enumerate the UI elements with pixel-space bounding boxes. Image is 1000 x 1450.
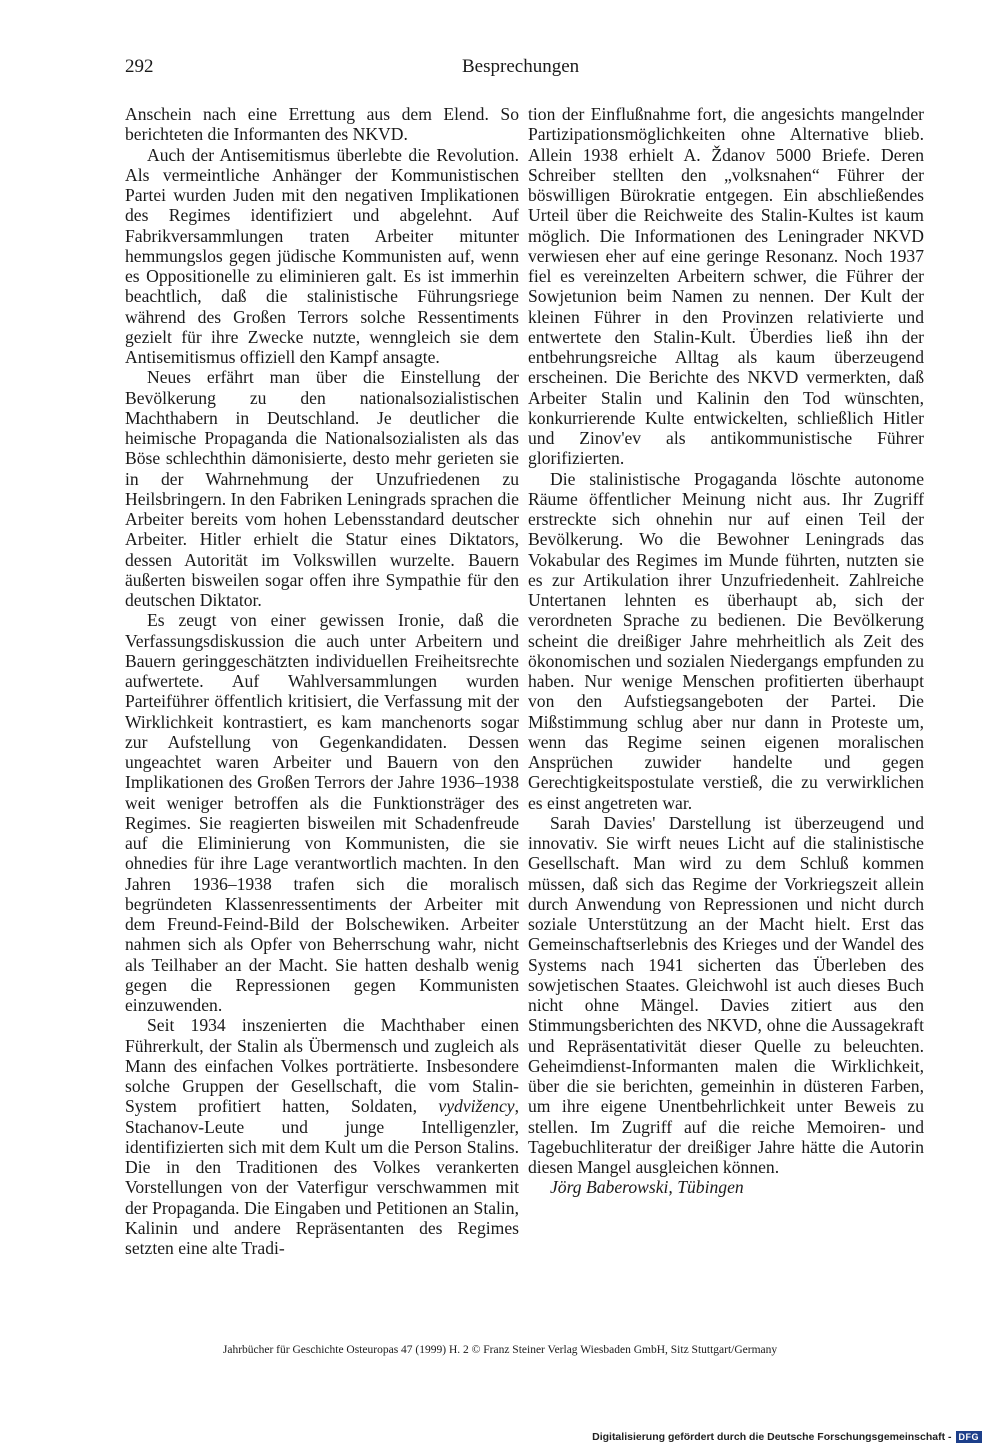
paragraph: Anschein nach eine Errettung aus dem Elend. So berichteten die Informanten des NKVD. — [125, 104, 519, 145]
paragraph: tion der Einflußnahme fort, die angesichts mangelnder Partizipationsmöglichkeiten ohne Alternative blieb. Allein 1938 erhielt A. Ždanov 5000 Briefe. Deren Schreiber stellten den „volksnahen“ Führer der böswilligen Bürokratie entgegen. Ein abschließendes Urteil über die Reichweite des Stalin-Kultes ist kaum möglich. Die Informationen des Leningrader NKVD verwiesen eher auf eine geringe Resonanz. Noch 1937 fiel es vereinzelten Arbeitern schwer, die Führer der Sowjetunion beim Namen zu nennen. Der Kult der kleinen Führer in den Provinzen relativierte und entwertete den Stalin-Kult. Überdies ließ ihn der entbehrungsreiche Alltag als kaum überzeugend erscheinen. Die Berichte des NKVD vermerkten, daß Arbeiter Stalin und Kalinin den Tod wünschten, konkurrierende Kulte entwickelten, schließlich Hitler und Zinov'ev als antikommunistische Führer glorifizierten. — [528, 104, 924, 469]
italic-term: vydvižency — [438, 1096, 515, 1117]
digitization-text: Digitalisierung gefördert durch die Deutsche Forschungsgemeinschaft - — [592, 1431, 952, 1443]
footer-citation: Jahrbücher für Geschichte Osteuropas 47 (1999) H. 2 © Franz Steiner Verlag Wiesbaden GmbH, Sitz Stuttgart/Germany — [222, 1344, 778, 1356]
paragraph: Neues erfährt man über die Einstellung der Bevölkerung zu den nationalsozialistischen Machthabern in Deutschland. Je deutlicher die heimische Propaganda die Nationalsozialisten als das Böse schlechthin dämonisierte, desto mehr gerieten sie in der Wahrnehmung der Unzufriedenen zu Heilsbringern. In den Fabriken Leningrads sprachen die Arbeiter bereits vom hohen Lebensstandard deutscher Arbeiter. Hitler erhielt die Statur eines Diktators, dessen Autorität im Volkswillen wurzelte. Bauern äußerten bisweilen sogar offen ihre Sympathie für den deutschen Diktator. — [125, 367, 519, 610]
right-column — [528, 104, 924, 1198]
digitization-note — [592, 1431, 982, 1443]
author-signature: Jörg Baberowski, Tübingen — [550, 1177, 744, 1198]
page-number: 292 — [125, 56, 154, 77]
paragraph — [125, 1015, 519, 1258]
left-column — [125, 104, 519, 1258]
paragraph: Die stalinistische Progaganda löschte autonome Räume öffentlicher Meinung nicht aus. Ihr Zugriff erstreckte sich ohnehin nur auf einen Teil der Bevölkerung. Wo die Bewohner Leningrads das Vokabular des Regimes im Munde führten, nutzten sie es zur Artikulation ihrer Unzufriedenheit. Zahlreiche Untertanen lehnten es überhaupt ab, sich der verordneten Sprache zu bedienen. Die Bevölkerung scheint die dreißiger Jahre mehrheitlich als Zeit des ökonomischen und sozialen Niedergangs empfunden zu haben. Nur wenige Menschen profitierten überhaupt von den Aufstiegsangeboten der Partei. Die Mißstimmung schlug aber nur dann in Proteste um, wenn das Regime seinen eigenen moralischen Ansprüchen zuwider handelte und gegen Gerechtigkeitspostulate verstieß, die zu verwirklichen es einst angetreten war. — [528, 468, 924, 813]
paragraph: Auch der Antisemitismus überlebte die Revolution. Als vermeintliche Anhänger der Kommunistischen Partei wurden Juden mit den negativen Implikationen des Regimes identifiziert und abgelehnt. Auf Fabrikversammlungen traten Arbeiter mitunter hemmungslos gegen jüdische Kommunisten auf, wenn es Oppositionelle zu eliminieren galt. Es ist immerhin beachtlich, daß die stalinistische Führungsriege während des Großen Terrors solche Ressentiments gezielt für ihre Zwecke nutzte, wenngleich sie dem Antisemitismus offiziell den Kampf ansagte. — [125, 144, 519, 367]
running-head: Besprechungen — [462, 56, 580, 77]
paragraph: Sarah Davies' Darstellung ist überzeugend und innovativ. Sie wirft neues Licht auf die stalinistische Gesellschaft. Man wird zu dem Schluß kommen müssen, daß sich das Regime der Vorkriegszeit allein durch Anwendung von Repressionen und nicht durch soziale Unterstützung an der Macht hielt. Erst das Gemeinschaftserlebnis des Krieges und der Wandel des Systems nach 1941 sicherten das Überleben des sowjetischen Staates. Gleichwohl ist auch dieses Buch nicht ohne Mängel. Davies zitiert aus den Stimmungsberichten des NKVD, ohne die Aussagekraft und Repräsentativität dieser Quelle zu beleuchten. Geheimdienst-Informanten malen die Wirklichkeit, über die sie berichten, gemeinhin in düsteren Farben, um ihre eigene Unentbehrlichkeit unter Beweis zu stellen. Im Zugriff auf die reiche Memoiren- und Tagebuchliteratur der dreißiger Jahre hätte die Autorin diesen Mangel ausgleichen können. — [528, 812, 924, 1177]
paragraph-text: , Stachanov-Leute und junge Intelligenzler, identifizierten sich mit dem Kult um die Person Stalins. Die in den Traditionen des Volkes verankerten Vorstellungen von der Vaterfigur verschwammen mit der Propaganda. Die Eingaben und Petitionen an Stalin, Kalinin und andere Repräsentanten des Regimes setzten eine alte Tradi- — [125, 1096, 519, 1258]
paragraph: Es zeugt von einer gewissen Ironie, daß die Verfassungsdiskussion die auch unter Arbeitern und Bauern geringgeschätzten individuellen Freiheitsrechte aufwertete. Auf Wahlversammlungen wurden Parteiführer öffentlich kritisiert, die Verfassung mit der Wirklichkeit kontrastiert, es kam manchenorts sogar zur Aufstellung von Gegenkandidaten. Dessen ungeachtet waren Arbeiter und Bauern von den Implikationen des Großen Terrors der Jahre 1936–1938 weit weniger betroffen als die Funktionsträger des Regimes. Sie reagierten bisweilen mit Schadenfreude auf die Eliminierung von Kommunisten, die sie ohnedies für ihre Lage verantwortlich machten. In den Jahren 1936–1938 trafen sich die moralisch begründeten Klassenressentiments der Arbeiter mit dem Freund-Feind-Bild der Bolschewiken. Arbeiter nahmen sich als Opfer von Beherrschung wahr, nicht als Teilhaber an der Macht. Sie hatten deshalb wenig gegen die Repressionen gegen Kommunisten einzuwenden. — [125, 610, 519, 1015]
dfg-logo-icon: DFG — [956, 1431, 983, 1443]
paragraph-text: Seit 1934 inszenierten die Machthaber einen Führerkult, der Stalin als Übermensch und zugleich als Mann des einfachen Volkes porträtierte. Insbesondere solche Gruppen der Gesellschaft, die vom Stalin-System profitiert hatten, Soldaten, — [125, 1015, 519, 1117]
